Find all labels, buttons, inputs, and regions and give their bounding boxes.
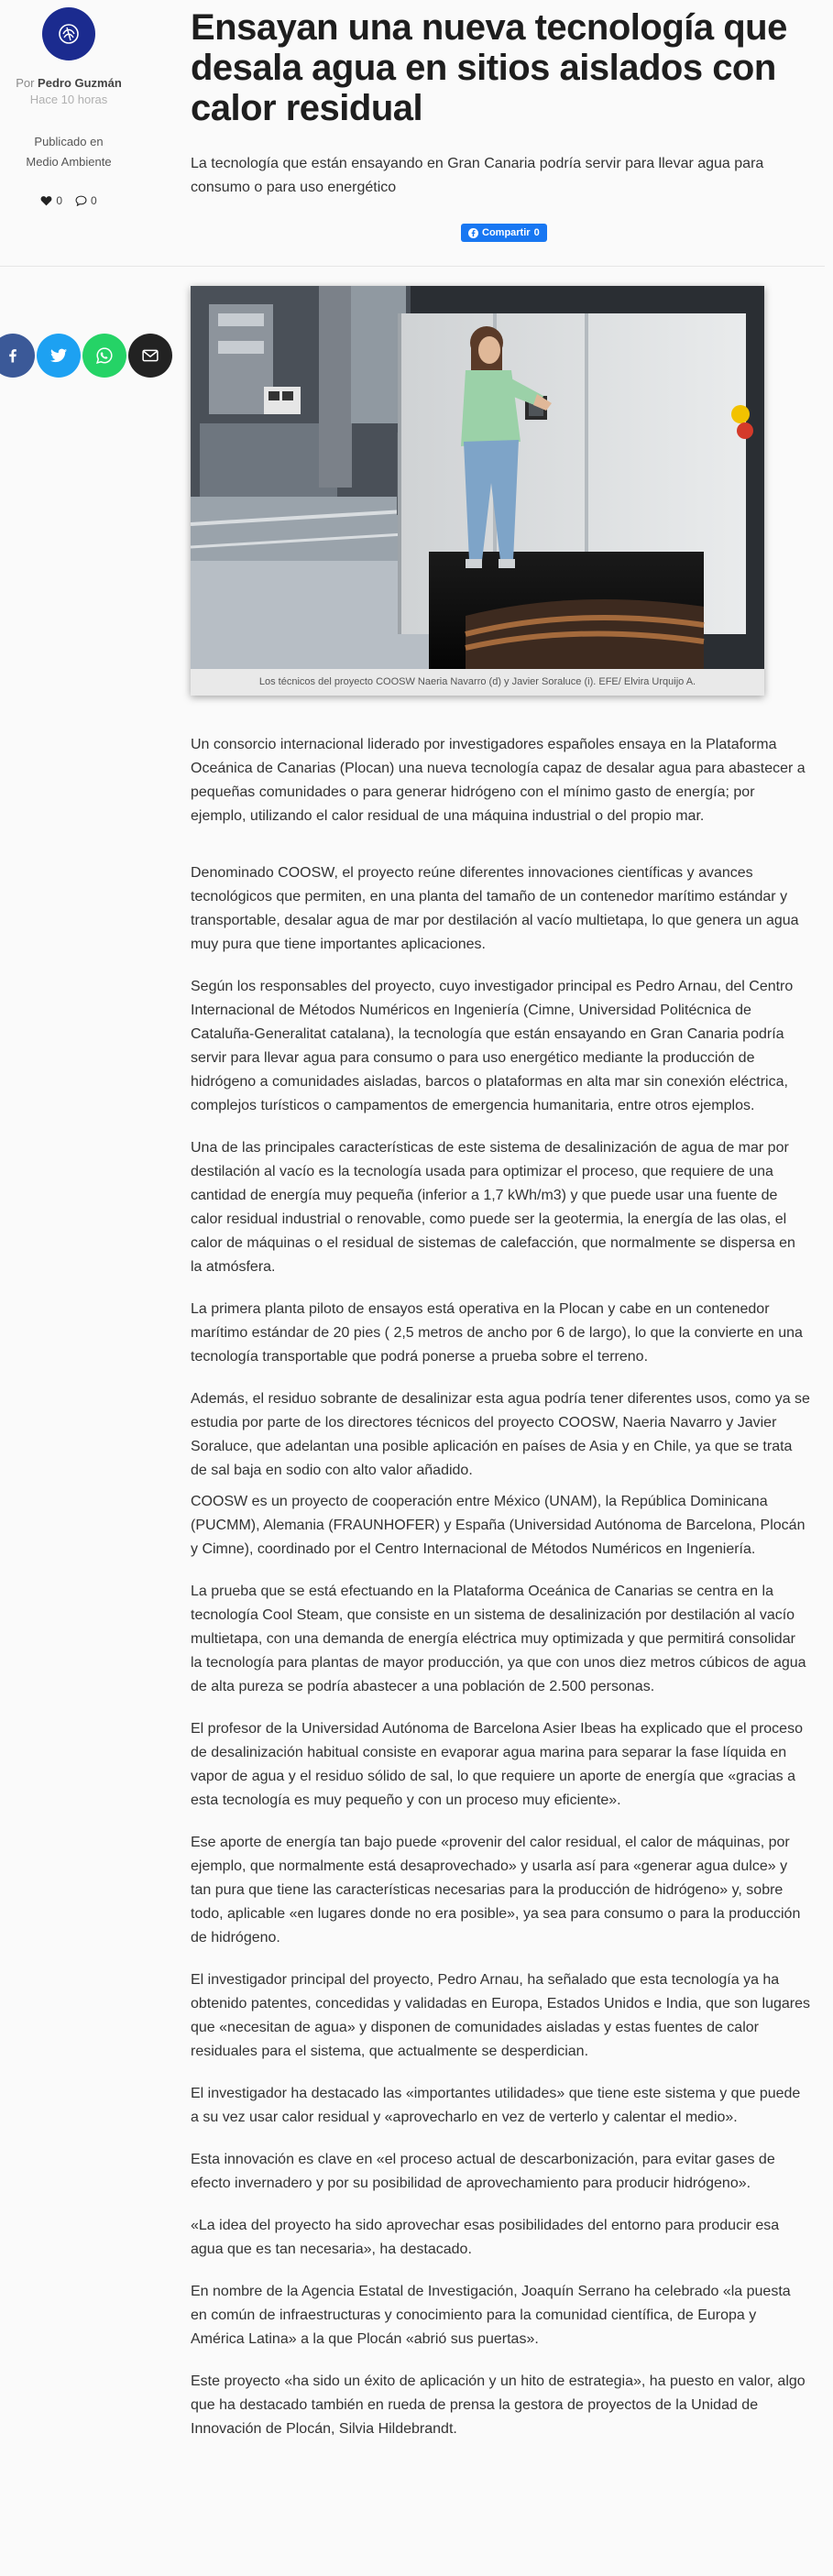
author-by-label: Por (16, 76, 35, 90)
article-paragraph: Un consorcio internacional liderado por investigadores españoles ensaya en la Plataforma Oceánica de Canarias (Plocan) una nueva tecnología capaz de desalar agua para abastecer a pequeñas comunidades o para generar hidrógeno con el mínimo gasto de energía; por ejemplo, utilizando el calor residual de una máquina industrial o del propio mar. (191, 737, 806, 824)
article-paragraph: El profesor de la Universidad Autónoma de Barcelona Asier Ibeas ha explicado que el proceso de desalinización habitual consiste en evaporar agua marina para separar la fase líquida en vapor de agua y el residuo sólido de sal, lo que requiere un aporte de energía que «gracias a esta tecnología es muy pequeño y con un proceso muy eficiente». (191, 1721, 803, 1808)
share-label: Compartir (482, 227, 531, 238)
header-divider (0, 266, 825, 267)
comment-icon (75, 195, 87, 206)
article-paragraph: Además, el residuo sobrante de desalinizar esta agua podría tener diferentes usos, como ya se estudia por parte de los directores técnicos del proyecto COOSW, Naeria Navarro y Javier Soraluce, que adelantan una posible aplicación en países de Asia y en Chile, ya que se trata de sal baja en sodio con alto valor añadido. (191, 1391, 810, 1478)
article-paragraph: La prueba que se está efectuando en la Plataforma Oceánica de Canarias se centra en la tecnología Cool Steam, que consiste en un sistema de desalinización por destilación al vacío multietapa, con una demanda de energía eléctrica muy optimizada y que permitirá consolidar la tecnología para plantas de mayor producción, ya que con unos diez metros cúbicos de agua de alta pureza se podría abastecer a una población de 2.500 personas. (191, 1584, 806, 1694)
comments-count: 0 (91, 194, 97, 207)
article-paragraph: El investigador principal del proyecto, Pedro Arnau, ha señalado que esta tecnología ya ha obtenido patentes, concedidas y validadas en Europa, Estados Unidos e India, que son lugares que «necesitan de agua» y disponen de comunidades aisladas y estas fuentes de calor residuales para el sistema, que actualmente se desperdician. (191, 1972, 811, 2059)
article-title: Ensayan una nueva tecnología que desala agua en sitios aislados con calor residual (191, 7, 787, 128)
social-share-bar (0, 334, 172, 378)
article-paragraph: COOSW es un proyecto de cooperación entre México (UNAM), la República Dominicana (PUCMM), Alemania (FRAUNHOFER) y España (Universidad Autónoma de Barcelona, Plocán y Cimne), coordinado por el Centro Internacional de Métodos Numéricos en Ingeniería. (191, 1494, 806, 1557)
category-link[interactable]: Medio Ambiente (26, 155, 112, 169)
article-paragraph: Denominado COOSW, el proyecto reúne diferentes innovaciones científicas y avances tecnológicos que permiten, en una planta del tamaño de un contenedor marítimo estándar y transportable, desalar agua de mar por destilación al vacío multietapa, lo que genera un agua muy pura que tiene importantes aplicaciones. (191, 865, 799, 952)
article-body (191, 733, 810, 2460)
article-subtitle: La tecnología que están ensayando en Gran Canaria podría servir para llevar agua para consumo o para uso energético (191, 156, 764, 195)
article-photo[interactable] (191, 286, 764, 669)
article-paragraph: En nombre de la Agencia Estatal de Investigación, Joaquín Serrano ha celebrado «la puesta en común de infraestructuras y conocimiento para la comunidad científica, de Europa y América Latina» a la que Plocán «abrió sus puertas». (191, 2284, 791, 2347)
heart-icon (40, 195, 52, 206)
article-paragraph: El investigador ha destacado las «importantes utilidades» que tiene este sistema y que puede a su vez usar calor residual y «aprovecharlo en vez de verterlo y calentar el medio». (191, 2086, 801, 2125)
likes-counter[interactable] (40, 194, 62, 207)
facebook-icon (5, 347, 21, 364)
article-paragraph: Una de las principales características de este sistema de desalinización de agua de mar por destilación al vacío es la tecnología usada para optimizar el proceso, que requiere de una cantidad de energía muy pequeña (inferior a 1,7 kWh/m3) y que puede usar una fuente de calor residual industrial o renovable, como puede ser la geotermia, la energía de las olas, el calor de máquinas o el residual de sistemas de calefacción, que normalmente se dispersa en la atmósfera. (191, 1140, 795, 1275)
likes-count: 0 (56, 194, 62, 207)
article-paragraph: Este proyecto «ha sido un éxito de aplicación y un hito de estrategia», ha puesto en valor, algo que ha destacado también en rueda de prensa la gestora de proyectos de la Unidad de Innovación de Plocán, Silvia Hildebrandt. (191, 2373, 806, 2437)
article-figure (191, 286, 764, 696)
article-paragraph: La primera planta piloto de ensayos está operativa en la Plocan y cabe en un contenedor marítimo estándar de 20 pies ( 2,5 metros de ancho por 6 de largo), lo que la convierte en una tecnología transportable que podrá ponerse a prueba sobre el terreno. (191, 1301, 803, 1365)
author-info (0, 7, 137, 207)
share-whatsapp-button[interactable] (82, 334, 126, 378)
article-paragraph: Esta innovación es clave en «el proceso actual de descarbonización, para evitar gases de efecto invernadero y por su posibilidad de aprovechamiento para producir hidrógeno». (191, 2152, 775, 2191)
email-icon (142, 349, 159, 362)
published-in (0, 132, 137, 172)
share-facebook-button[interactable] (0, 334, 35, 378)
photo-caption: Los técnicos del proyecto COOSW Naeria Navarro (d) y Javier Soraluce (i). EFE/ Elvira Urquijo A. (191, 669, 764, 696)
author-byline (0, 75, 137, 92)
share-email-button[interactable] (128, 334, 172, 378)
article-header (191, 7, 814, 200)
published-label: Publicado en (34, 135, 104, 148)
comments-counter[interactable] (75, 194, 97, 207)
share-twitter-button[interactable] (37, 334, 81, 378)
facebook-icon (468, 228, 478, 238)
publish-time: Hace 10 horas (29, 93, 108, 106)
author-name-link[interactable]: Pedro Guzmán (38, 76, 122, 90)
author-avatar[interactable] (42, 7, 95, 60)
article-paragraph: Según los responsables del proyecto, cuyo investigador principal es Pedro Arnau, del Centro Internacional de Métodos Numéricos en Ingeniería (Cimne, Universidad Politécnica de Cataluña-Generalitat catalana), la tecnología que están ensayando en Gran Canaria podría servir para llevar agua para consumo o para uso energético mediante la producción de hidrógeno a comunidades aisladas, barcos o plataformas en alta mar sin conexión eléctrica, complejos turísticos o campamentos de emergencia humanitaria, entre otros ejemplos. (191, 979, 794, 1113)
share-count: 0 (533, 227, 540, 238)
whatsapp-icon (95, 346, 114, 365)
article-stats (0, 194, 137, 207)
twitter-icon (50, 348, 67, 363)
article-paragraph: «La idea del proyecto ha sido aprovechar esas posibilidades del entorno para producir esa agua que es tan necesaria», ha destacado. (191, 2218, 780, 2257)
facebook-share-button[interactable] (461, 224, 547, 242)
logo-avatar-icon (55, 20, 82, 48)
article-paragraph: Ese aporte de energía tan bajo puede «provenir del calor residual, el calor de máquinas, por ejemplo, que normalmente está desaprovechado» y usarla así para «generar agua dulce» y tan pura que tiene las características necesarias para la producción de hidrógeno» y, sobre todo, aplicable «en lugares donde no era posible», ya sea para consumo o para la producción de hidrógeno. (191, 1835, 801, 1946)
